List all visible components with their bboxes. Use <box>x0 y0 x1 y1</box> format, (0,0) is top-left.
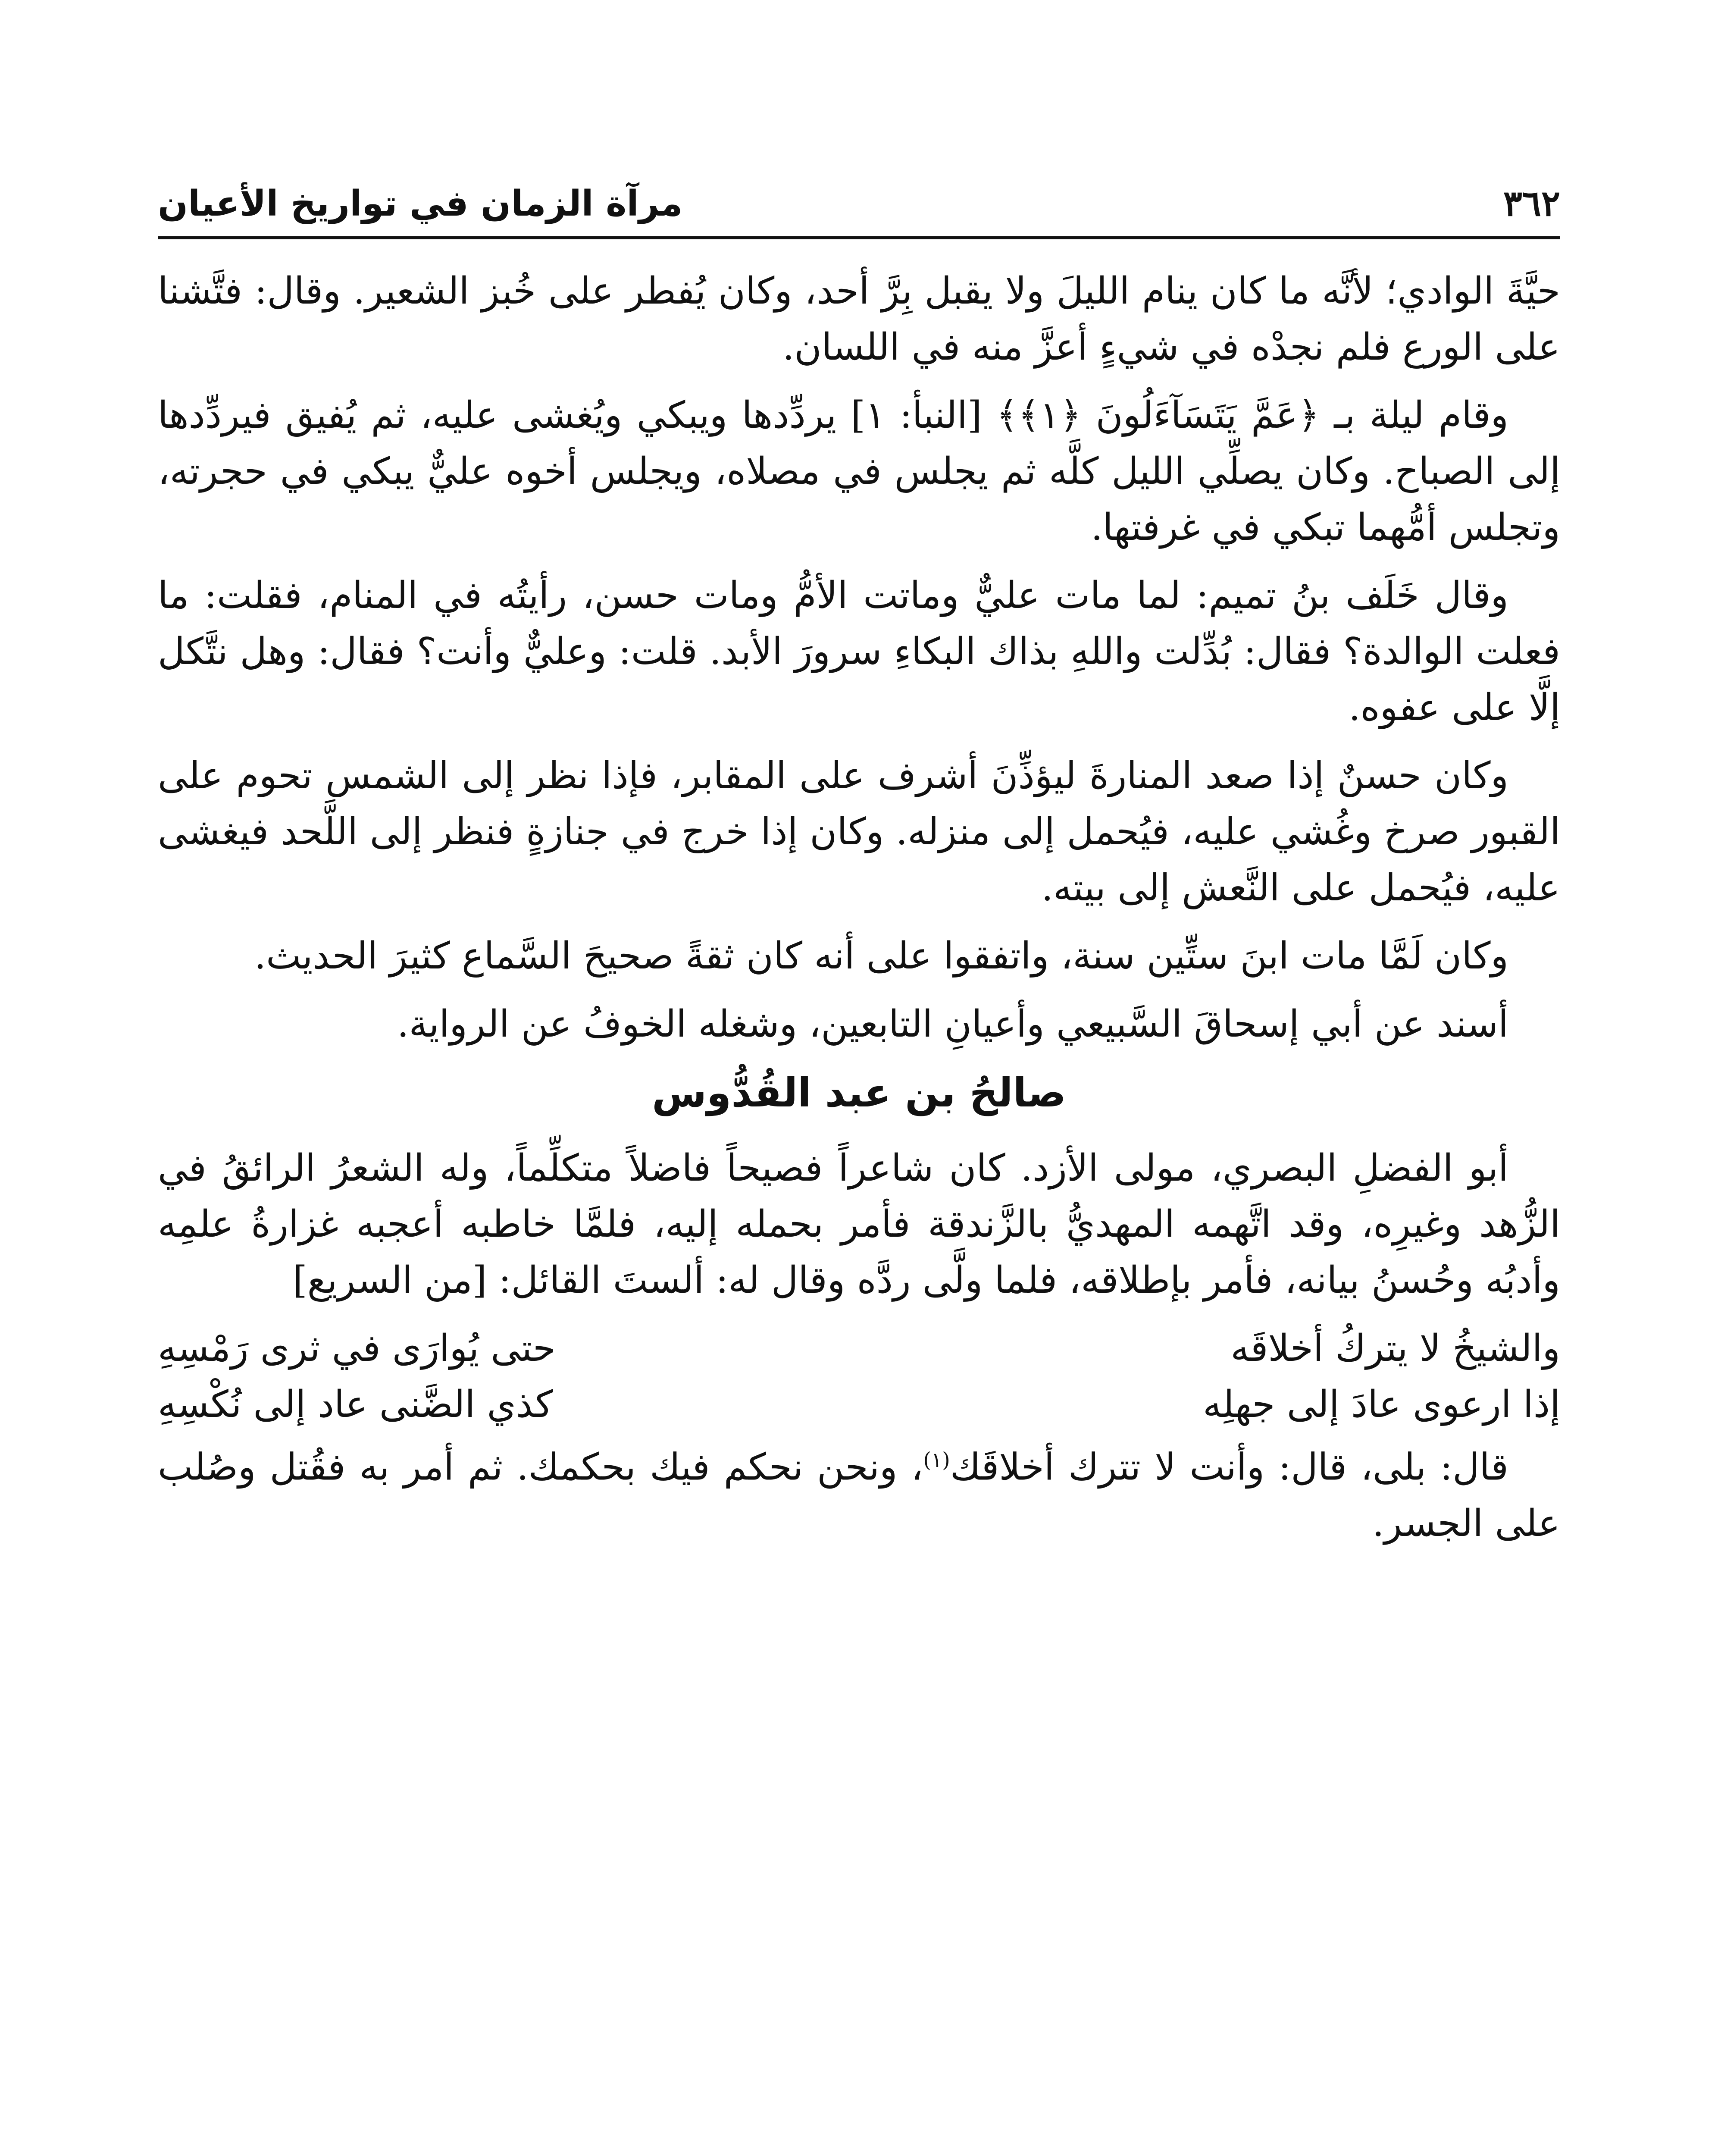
section-heading: صالحُ بن عبد القُدُّوس <box>652 1070 1066 1116</box>
header-divider <box>158 236 1560 239</box>
paragraph: أسند عن أبي إسحاقَ السَّبيعي وأعيانِ التابعين، وشغله الخوفُ عن الرواية. <box>397 1003 1508 1046</box>
page-header <box>158 147 1560 224</box>
paragraph: وقام ليلة بـ ﴿عَمَّ يَتَسَآءَلُونَ ﴿١﴾﴾ [النبأ: ١] يردِّدها ويبكي ويُغشى عليه، ثم يُفيق فيردِّدها إلى الصباح. وكان يصلِّي الليل كلَّه ثم يجلس في مصلاه، ويجلس أخوه عليٌّ يبكي في حجرته، وتجلس أمُّهما تبكي في غرفتها. <box>158 394 1560 549</box>
paragraph: وكان لَمَّا مات ابنَ ستِّين سنة، واتفقوا على أنه كان ثقةً صحيحَ السَّماع كثيرَ الحديث. <box>254 934 1508 978</box>
verse-first-hemistich: إذا ارعوى عادَ إلى جهلِه <box>1203 1383 1560 1426</box>
main-text <box>158 263 1560 1564</box>
paragraph-text: قال: بلى، قال: وأنت لا تترك أخلاقَك <box>950 1445 1508 1489</box>
paragraph-text: ، ونحن نحكم فيك بحكمك. ثم أمر به فقُتل وصُلب على الجسر. <box>158 1445 1560 1545</box>
page-number: ٣٦٢ <box>1503 183 1560 224</box>
footnote-reference[interactable]: (١) <box>923 1448 950 1472</box>
paragraph: وكان حسنٌ إذا صعد المنارةَ ليؤذِّنَ أشرف على المقابر، فإذا نظر إلى الشمس تحوم على القبور صرخ وغُشي عليه، فيُحمل إلى منزله. وكان إذا خرج في جنازةٍ فنظر إلى اللَّحد فيغشى عليه، فيُحمل على النَّعش إلى بيته. <box>158 754 1560 909</box>
verse-first-hemistich: والشيخُ لا يتركُ أخلاقَه <box>1230 1327 1560 1370</box>
poem-verse <box>158 1376 1560 1432</box>
paragraph <box>158 1432 1560 1551</box>
running-title: مرآة الزمان في تواريخ الأعيان <box>158 183 683 224</box>
paragraph: حيَّةَ الوادي؛ لأنَّه ما كان ينام الليلَ ولا يقبل بِرَّ أحد، وكان يُفطر على خُبز الشعير. وقال: فتَّشنا على الورع فلم نجدْه في شيءٍ أعزَّ منه في اللسان. <box>158 270 1560 369</box>
paragraph: وقال خَلَف بنُ تميم: لما مات عليٌّ وماتت الأمُّ ومات حسن، رأيتُه في المنام، فقلت: ما فعلت الوالدة؟ فقال: بُدِّلت واللهِ بذاك البكاءِ سرورَ الأبد. قلت: وعليٌّ وأنت؟ فقال: وهل نتَّكل إلَّا على عفوه. <box>158 574 1560 729</box>
verse-second-hemistich: كذي الضَّنى عاد إلى نُكْسِهِ <box>158 1383 553 1426</box>
verse-second-hemistich: حتى يُوارَى في ثرى رَمْسِهِ <box>158 1327 556 1370</box>
paragraph: أبو الفضلِ البصري، مولى الأزد. كان شاعراً فصيحاً فاضلاً متكلِّماً، وله الشعرُ الرائقُ في الزُّهد وغيرِه، وقد اتَّهمه المهديُّ بالزَّندقة فأمر بحمله إليه، فلمَّا خاطبه أعجبه غزارةُ علمِه وأدبُه وحُسنُ بيانه، فأمر بإطلاقه، فلما ولَّى ردَّه وقال له: ألستَ القائل: [من السريع] <box>158 1147 1560 1302</box>
poem-verse <box>158 1320 1560 1376</box>
